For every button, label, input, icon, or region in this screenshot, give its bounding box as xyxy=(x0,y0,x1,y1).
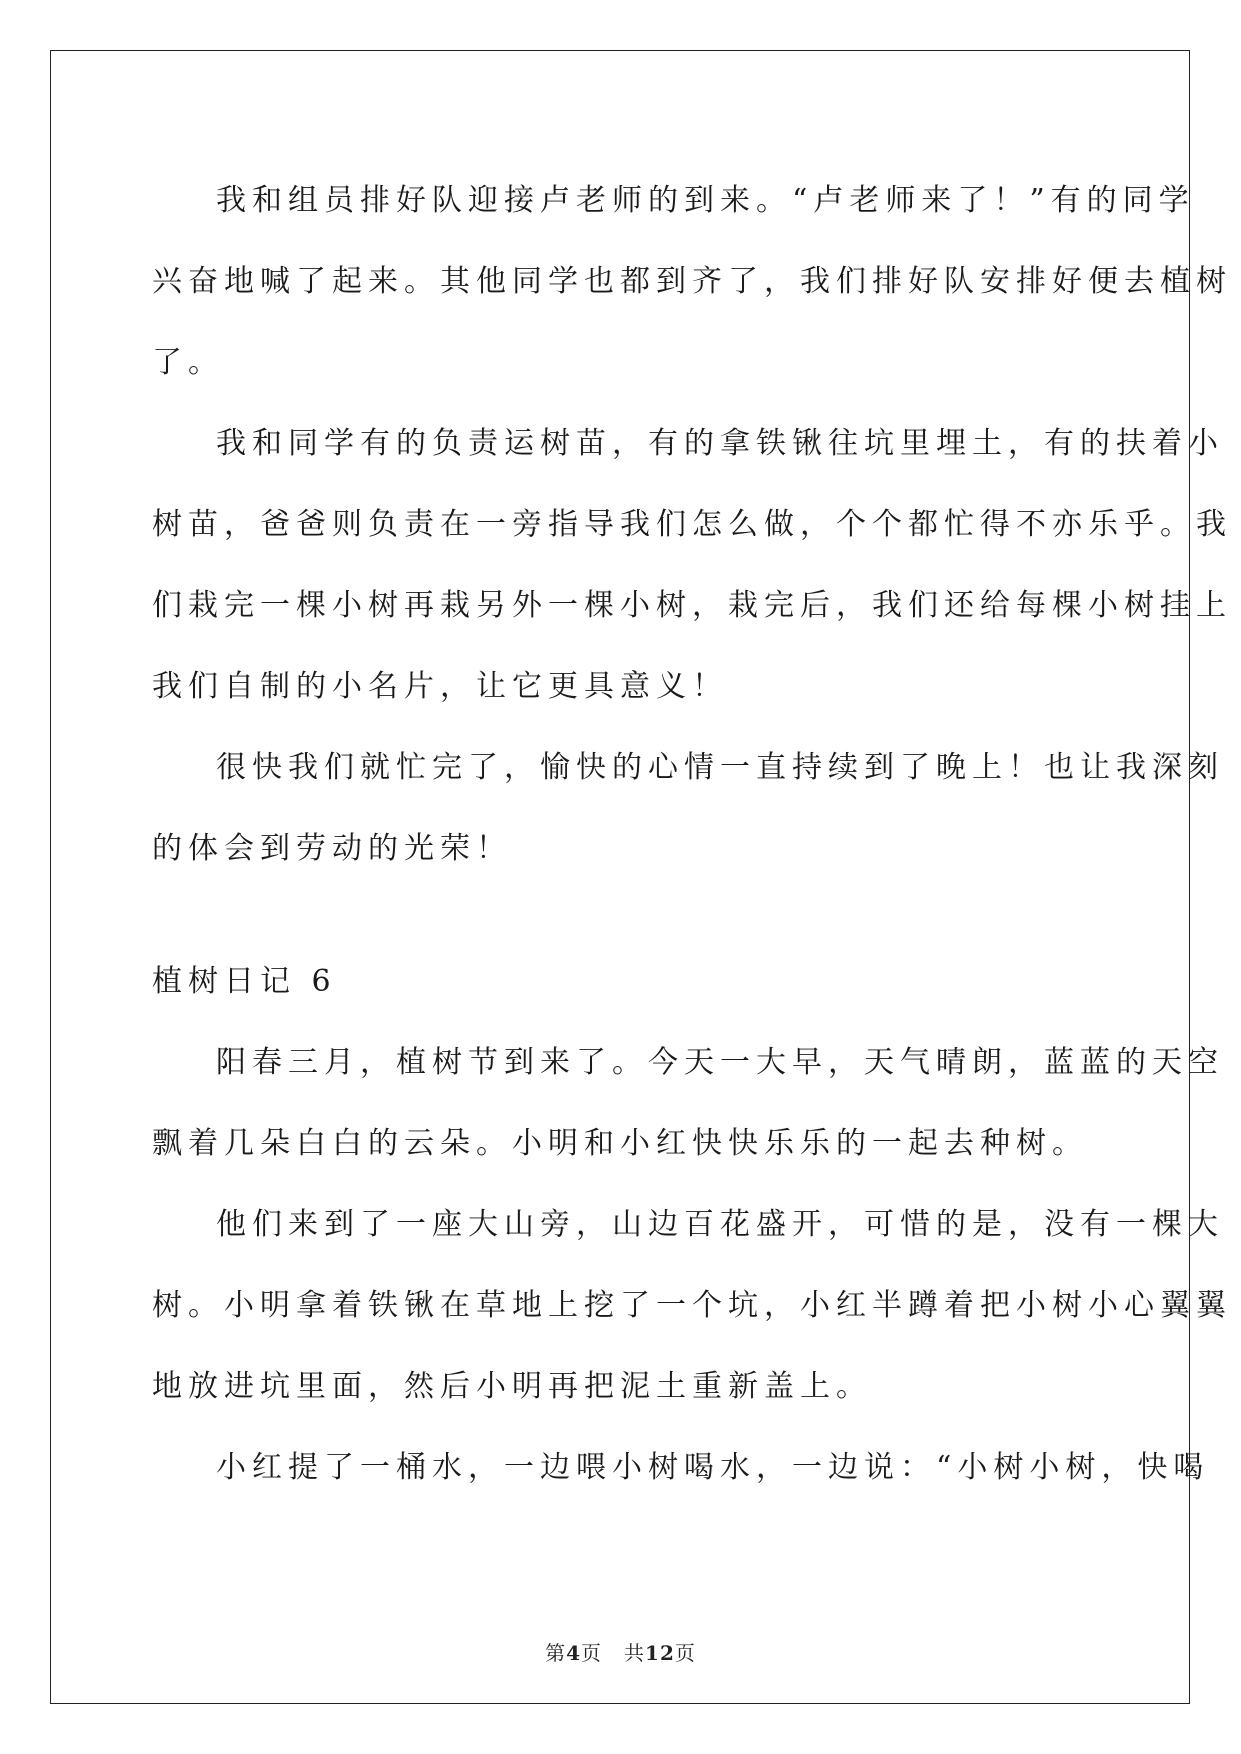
text-line: 兴奋地喊了起来。其他同学也都到齐了，我们排好队安排好便去植树 xyxy=(152,264,1232,299)
text-line: 飘着几朵白白的云朵。小明和小红快快乐乐的一起去种树。 xyxy=(152,1126,1088,1161)
document-body xyxy=(152,160,1232,1508)
section-heading: 植树日记 6 xyxy=(152,964,337,999)
footer-total-suffix: 页 xyxy=(674,1641,696,1665)
paragraph-5 xyxy=(152,1184,1232,1427)
paragraph-1 xyxy=(152,160,1232,403)
page-number: 4 xyxy=(566,1641,582,1665)
text-line: 很快我们就忙完了，愉快的心情一直持续到了晚上！也让我深刻 xyxy=(216,750,1224,785)
text-line: 我和同学有的负责运树苗，有的拿铁锹往坑里埋土，有的扶着小 xyxy=(216,426,1224,461)
text-line: 小红提了一桶水，一边喂小树喝水，一边说：“小树小树，快喝 xyxy=(216,1450,1210,1485)
paragraph-6 xyxy=(152,1427,1210,1508)
text-line: 的体会到劳动的光荣！ xyxy=(152,831,512,866)
paragraph-4 xyxy=(152,1022,1224,1184)
text-line: 阳春三月，植树节到来了。今天一大早，天气晴朗，蓝蓝的天空 xyxy=(216,1045,1224,1080)
text-line: 我和组员排好队迎接卢老师的到来。“卢老师来了！”有的同学 xyxy=(216,183,1195,218)
text-line: 了。 xyxy=(152,345,224,380)
text-line: 树苗，爸爸则负责在一旁指导我们怎么做，个个都忙得不亦乐乎。我 xyxy=(152,507,1232,542)
text-line: 地放进坑里面，然后小明再把泥土重新盖上。 xyxy=(152,1369,872,1404)
total-pages: 12 xyxy=(645,1641,675,1665)
page-footer xyxy=(0,1637,1241,1666)
footer-prefix: 第 xyxy=(545,1641,567,1665)
footer-total-prefix: 共 xyxy=(624,1641,646,1665)
text-line: 树。小明拿着铁锹在草地上挖了一个坑，小红半蹲着把小树小心翼翼 xyxy=(152,1288,1232,1323)
text-line: 们栽完一棵小树再栽另外一棵小树，栽完后，我们还给每棵小树挂上 xyxy=(152,588,1232,623)
footer-page-suffix: 页 xyxy=(581,1641,603,1665)
text-line: 他们来到了一座大山旁，山边百花盛开，可惜的是，没有一棵大 xyxy=(216,1207,1224,1242)
text-line: 我们自制的小名片，让它更具意义！ xyxy=(152,669,728,704)
paragraph-3 xyxy=(152,727,1224,889)
paragraph-2 xyxy=(152,403,1232,727)
